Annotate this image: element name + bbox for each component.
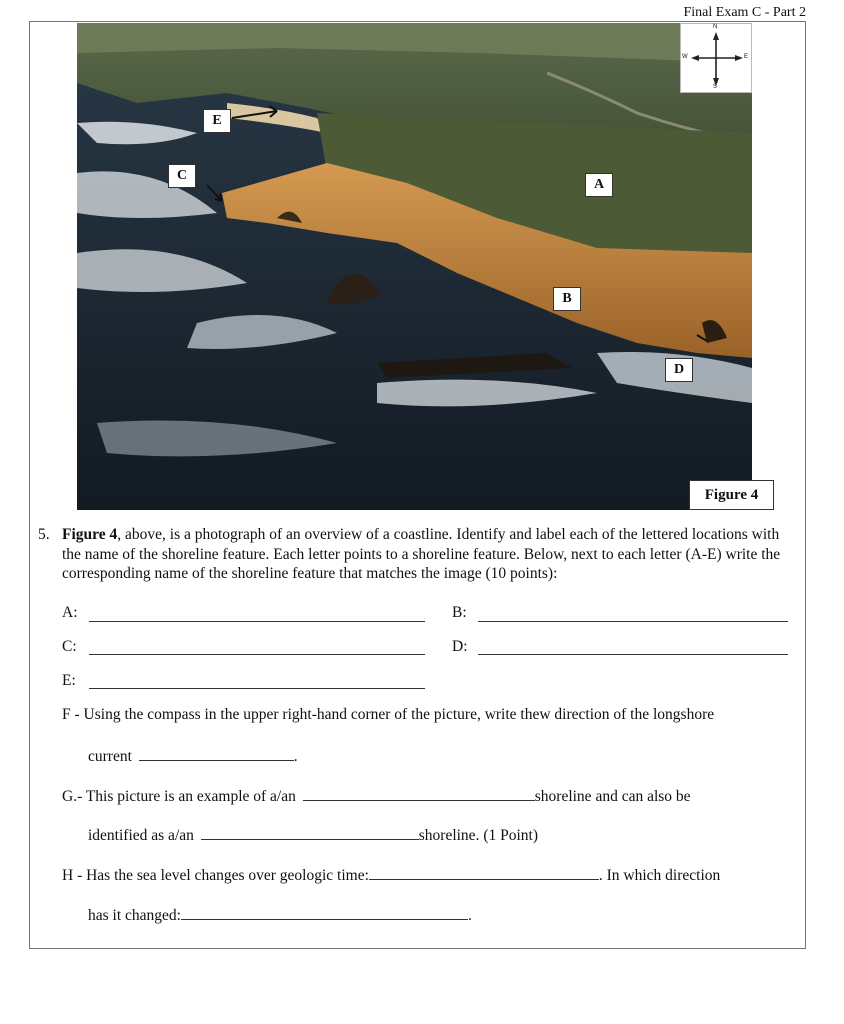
part-g-answer-field-2[interactable] bbox=[201, 825, 419, 840]
part-f-current: current bbox=[88, 748, 132, 765]
figure-reference: Figure 4 bbox=[62, 526, 118, 543]
answer-label-c: C: bbox=[62, 638, 77, 655]
part-f-text: F - Using the compass in the upper right-hand corner of the picture, write thew direction of the longshore bbox=[62, 706, 715, 723]
part-f-answer-field[interactable] bbox=[139, 746, 294, 761]
question-text bbox=[62, 525, 798, 584]
answer-label-b: B: bbox=[452, 604, 467, 621]
coastline-photo bbox=[77, 23, 752, 510]
compass-s: S bbox=[713, 84, 718, 90]
part-h-line1 bbox=[62, 865, 720, 885]
part-g-line1 bbox=[62, 786, 691, 806]
answer-label-a: A: bbox=[62, 604, 78, 621]
part-h-text2: . In which direction bbox=[598, 867, 721, 884]
label-d: D bbox=[665, 358, 693, 382]
compass-w: W bbox=[682, 54, 688, 60]
compass-rose bbox=[680, 23, 752, 93]
label-a: A bbox=[585, 173, 613, 197]
part-h-line2 bbox=[88, 905, 472, 925]
compass-e: E bbox=[744, 54, 749, 60]
part-h-end: . bbox=[467, 907, 472, 924]
part-g-text1: G.- This picture is an example of a/an bbox=[62, 788, 296, 805]
part-g-line2 bbox=[88, 825, 538, 845]
label-c: C bbox=[168, 164, 196, 188]
part-h-text3: has it changed: bbox=[88, 907, 181, 924]
part-h-text1: H - Has the sea level changes over geologic time: bbox=[62, 867, 369, 884]
question-number: 5. bbox=[38, 526, 50, 543]
figure-caption: Figure 4 bbox=[689, 480, 774, 510]
part-h-answer-field-1[interactable] bbox=[369, 865, 599, 880]
answer-field-a[interactable] bbox=[89, 607, 425, 622]
compass-n: N bbox=[713, 24, 718, 30]
question-5 bbox=[38, 525, 798, 584]
part-h-answer-field-2[interactable] bbox=[181, 905, 468, 920]
answer-field-b[interactable] bbox=[478, 607, 788, 622]
part-f-end: . bbox=[293, 748, 298, 765]
label-e: E bbox=[203, 109, 231, 133]
answer-field-c[interactable] bbox=[89, 640, 425, 655]
answer-label-e: E: bbox=[62, 672, 76, 689]
question-body: , above, is a photograph of an overview of a coastline. Identify and label each of the lettered locations with the name of the shoreline feature. Each letter points to a shoreline feature. Below, next to each letter (A-E) write the corresponding name of the shoreline feature that matches the image (10 points): bbox=[62, 526, 781, 582]
exam-header: Final Exam C - Part 2 bbox=[683, 5, 806, 20]
answer-field-d[interactable] bbox=[478, 640, 788, 655]
part-g-text4: shoreline. (1 Point) bbox=[418, 827, 538, 844]
part-g-answer-field-1[interactable] bbox=[303, 786, 535, 801]
answer-label-d: D: bbox=[452, 638, 468, 655]
part-f-cont bbox=[88, 746, 298, 766]
compass-icon bbox=[681, 24, 751, 92]
answer-field-e[interactable] bbox=[89, 674, 425, 689]
label-b: B bbox=[553, 287, 581, 311]
part-g-text3: identified as a/an bbox=[88, 827, 194, 844]
part-g-text2: shoreline and can also be bbox=[534, 788, 691, 805]
